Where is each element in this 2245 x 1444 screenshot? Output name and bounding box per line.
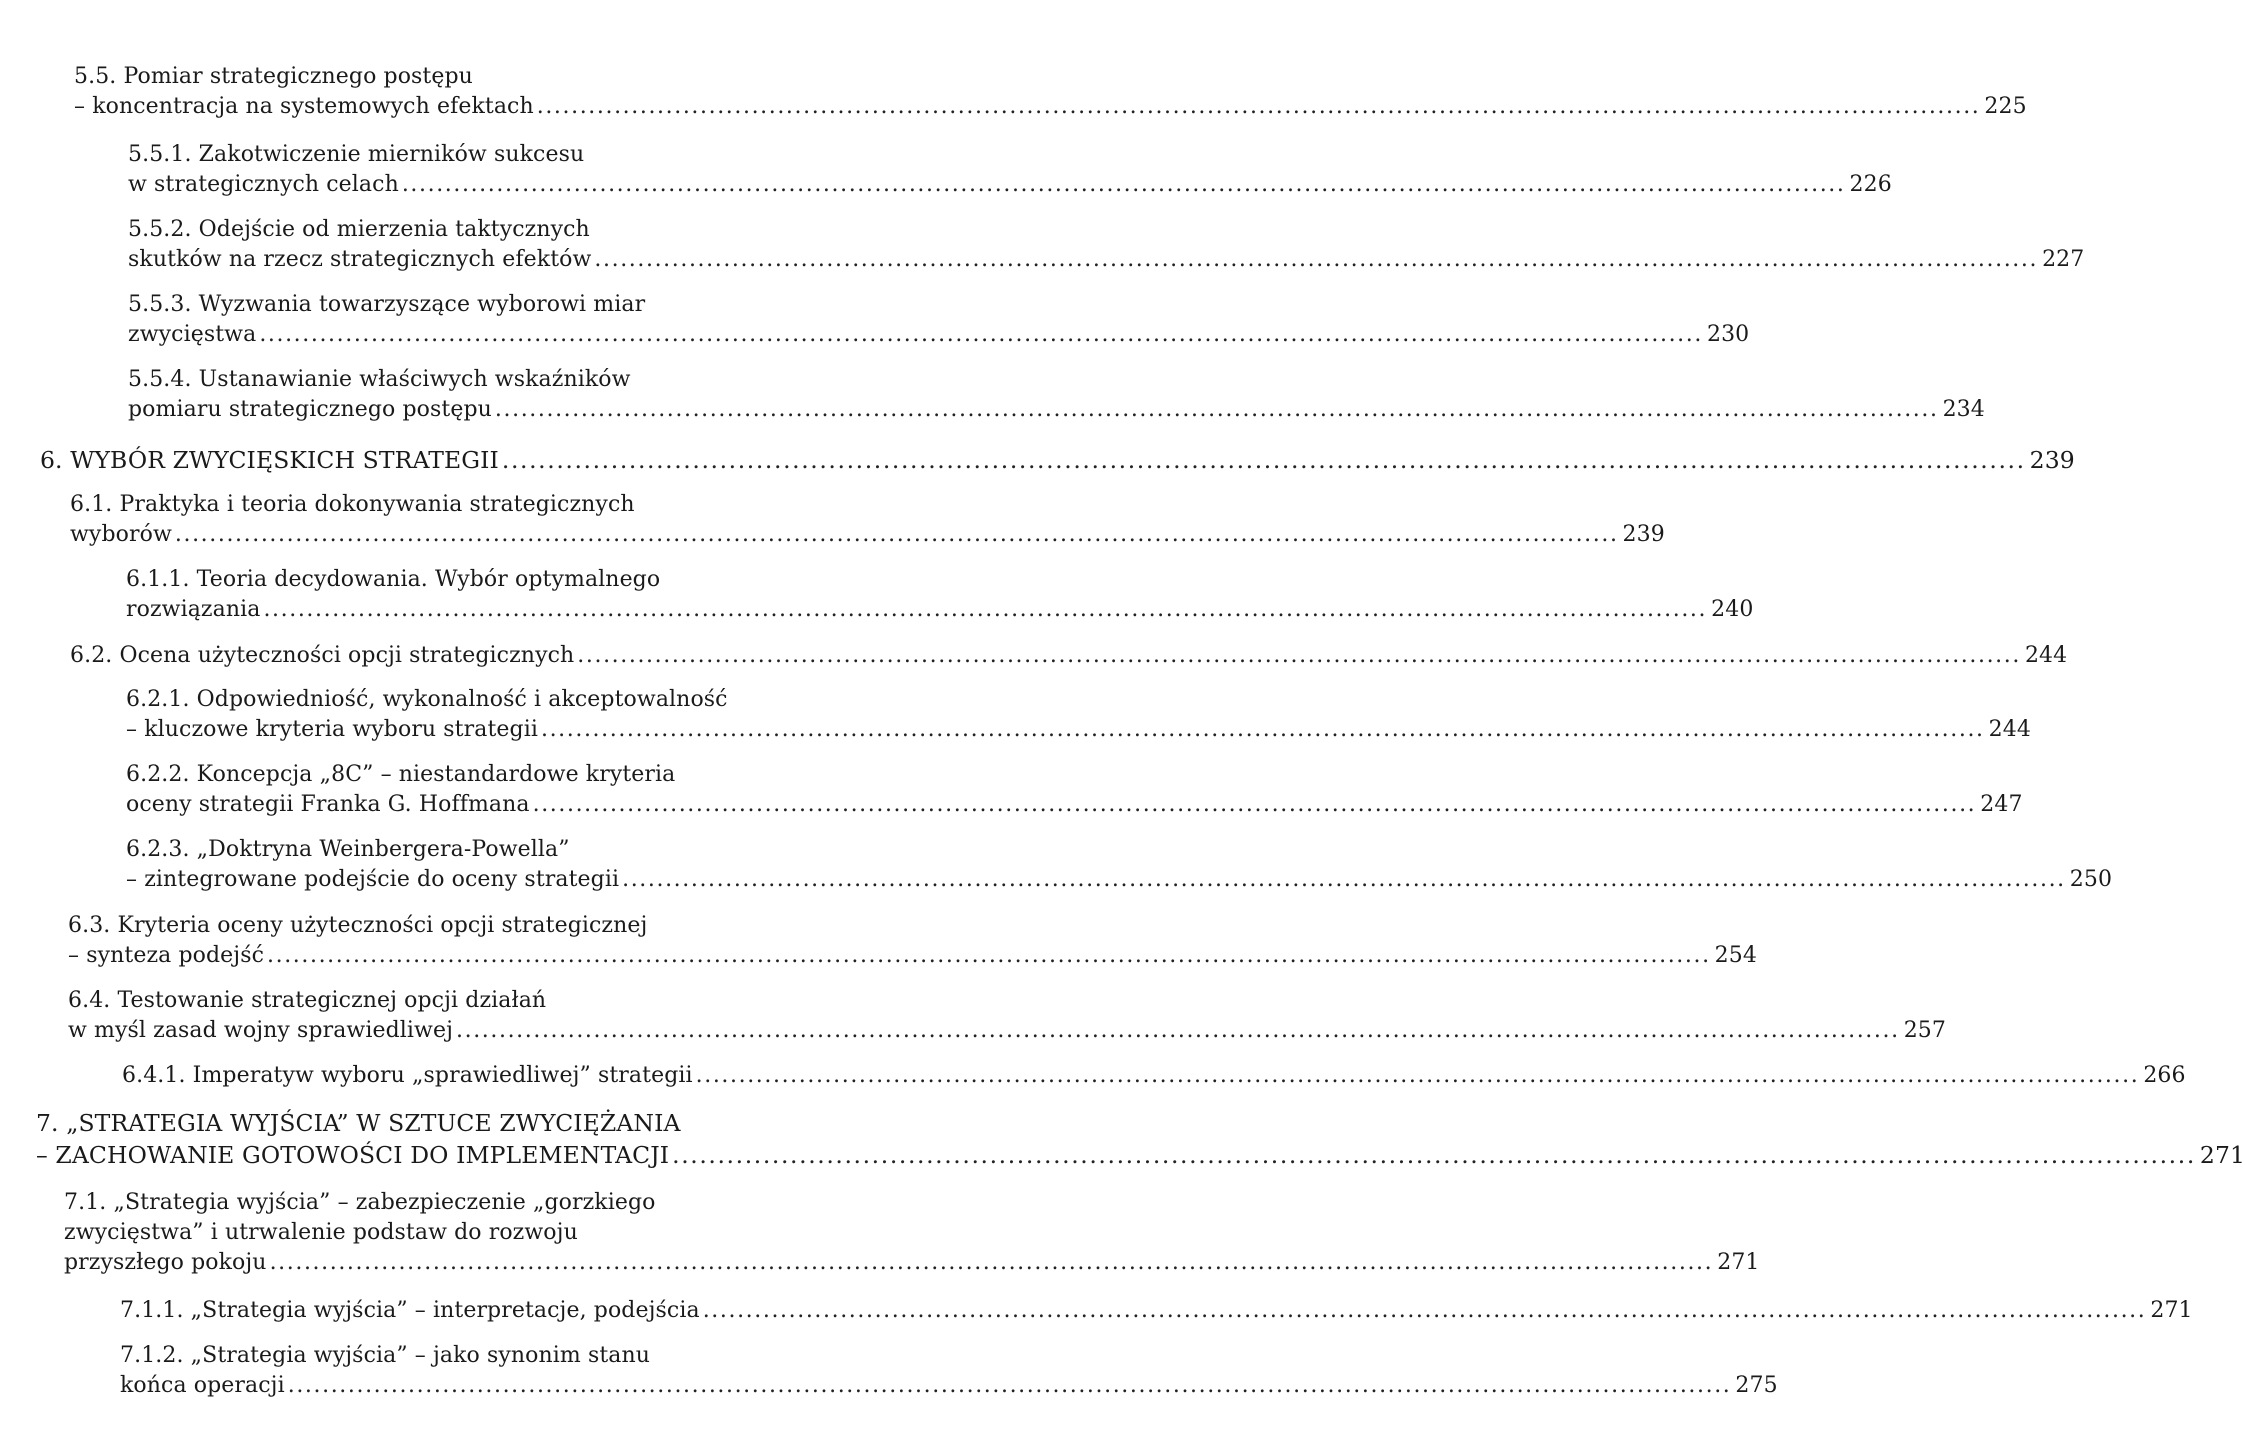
toc-entry-text: skutków na rzecz strategicznych efektów bbox=[128, 247, 592, 272]
toc-entry-text: przyszłego pokoju bbox=[64, 1250, 267, 1275]
toc-entry bbox=[120, 1296, 2193, 1326]
toc-page-number: 234 bbox=[1942, 397, 1985, 422]
toc-entry-text: – kluczowe kryteria wyboru strategii bbox=[126, 717, 538, 742]
toc-entry-text: 5.5.1. Zakotwiczenie mierników sukcesu bbox=[128, 142, 585, 167]
toc-entry-text: 5.5.4. Ustanawianie właściwych wskaźników bbox=[128, 367, 631, 392]
toc-entry bbox=[128, 140, 1892, 200]
toc-entry-text: 6.3. Kryteria oceny użyteczności opcji strategicznej bbox=[68, 913, 648, 938]
dot-leader: ........................................................................................................................................................................ bbox=[174, 522, 1619, 547]
toc-page-number: 271 bbox=[2199, 1141, 2245, 1169]
toc-entry-text: 6.4.1. Imperatyw wyboru „sprawiedliwej” strategii bbox=[122, 1063, 693, 1088]
toc-entry bbox=[122, 1061, 2186, 1091]
dot-leader: ........................................................................................................................................................................ bbox=[501, 446, 2026, 474]
toc-entry bbox=[120, 1341, 1778, 1401]
toc-entry-text: 6.4. Testowanie strategicznej opcji działań bbox=[68, 988, 547, 1013]
toc-entry-text: 6.2.1. Odpowiedniość, wykonalność i akceptowalność bbox=[126, 687, 728, 712]
toc-entry-text: 6.1. Praktyka i teoria dokonywania strategicznych bbox=[70, 492, 635, 517]
toc-entry-text: – zintegrowane podejście do oceny strategii bbox=[126, 867, 620, 892]
toc-entry bbox=[64, 1188, 1760, 1278]
toc-page-number: 226 bbox=[1849, 172, 1892, 197]
toc-page-number: 275 bbox=[1735, 1373, 1778, 1398]
toc-entry bbox=[70, 490, 1665, 550]
toc-entry bbox=[126, 835, 2113, 895]
dot-leader: ........................................................................................................................................................................ bbox=[594, 247, 2039, 272]
toc-chapter-entry bbox=[40, 444, 2075, 476]
dot-leader: ........................................................................................................................................................................ bbox=[494, 397, 1939, 422]
toc-page-number: 244 bbox=[2024, 643, 2068, 668]
dot-leader: ........................................................................................................................................................................ bbox=[267, 943, 1711, 968]
dot-leader: ........................................................................................................................................................................ bbox=[622, 867, 2066, 892]
toc-entry bbox=[74, 62, 2027, 122]
toc-page-number: 240 bbox=[1711, 597, 1754, 622]
toc-page-number: 271 bbox=[1717, 1250, 1760, 1275]
dot-leader: ........................................................................................................................................................................ bbox=[456, 1018, 1900, 1043]
toc-entry-text: 7.1.2. „Strategia wyjścia” – jako synonim stanu bbox=[120, 1343, 651, 1368]
toc-entry bbox=[70, 641, 2068, 671]
dot-leader: ........................................................................................................................................................................ bbox=[702, 1298, 2147, 1323]
toc-entry-text: 6.2.2. Koncepcja „8C” – niestandardowe kryteria bbox=[126, 762, 676, 787]
toc-page-number: 271 bbox=[2150, 1298, 2193, 1323]
toc-page-number: 254 bbox=[1714, 943, 1757, 968]
toc-entry-text: wyborów bbox=[70, 522, 172, 547]
toc-entry-text: 6.1.1. Teoria decydowania. Wybór optymalnego bbox=[126, 567, 661, 592]
dot-leader: ........................................................................................................................................................................ bbox=[287, 1373, 1732, 1398]
toc-entry bbox=[126, 565, 1754, 625]
toc-page-number: 225 bbox=[1984, 94, 2027, 119]
toc-page-number: 230 bbox=[1706, 322, 1750, 347]
toc-entry-text: zwycięstwa bbox=[128, 322, 257, 347]
toc-page-number: 227 bbox=[2042, 247, 2085, 272]
toc-page-number: 239 bbox=[1622, 522, 1665, 547]
toc-entry-text: pomiaru strategicznego postępu bbox=[128, 397, 492, 422]
toc-entry-text: rozwiązania bbox=[126, 597, 261, 622]
toc-entry-text: – synteza podejść bbox=[68, 943, 265, 968]
toc-entry-text: 6.2. Ocena użyteczności opcji strategicznych bbox=[70, 643, 575, 668]
toc-entry bbox=[68, 986, 1946, 1046]
toc-page-number: 239 bbox=[2029, 446, 2075, 474]
dot-leader: ........................................................................................................................................................................ bbox=[263, 597, 1708, 622]
dot-leader: ........................................................................................................................................................................ bbox=[536, 94, 1981, 119]
dot-leader: ........................................................................................................................................................................ bbox=[695, 1063, 2140, 1088]
toc-entry bbox=[128, 365, 1985, 425]
toc-entry-text: 7.1.1. „Strategia wyjścia” – interpretacje, podejścia bbox=[120, 1298, 700, 1323]
dot-leader: ........................................................................................................................................................................ bbox=[532, 792, 1977, 817]
toc-chapter-entry bbox=[36, 1107, 2245, 1171]
toc-entry-text: 5.5.3. Wyzwania towarzyszące wyborowi miar bbox=[128, 292, 646, 317]
dot-leader: ........................................................................................................................................................................ bbox=[401, 172, 1846, 197]
toc-entry bbox=[126, 760, 2023, 820]
toc-entry-text: 5.5.2. Odejście od mierzenia taktycznych bbox=[128, 217, 590, 242]
dot-leader: ........................................................................................................................................................................ bbox=[269, 1250, 1714, 1275]
toc-entry-text: w strategicznych celach bbox=[128, 172, 399, 197]
toc-page-number: 257 bbox=[1903, 1018, 1946, 1043]
toc-entry bbox=[128, 215, 2085, 275]
dot-leader: ........................................................................................................................................................................ bbox=[577, 643, 2021, 668]
dot-leader: ........................................................................................................................................................................ bbox=[672, 1141, 2196, 1169]
toc-page-number: 244 bbox=[1988, 717, 2031, 742]
toc-entry-text: w myśl zasad wojny sprawiedliwej bbox=[68, 1018, 454, 1043]
toc-entry-text: 7.1. „Strategia wyjścia” – zabezpieczenie „gorzkiego bbox=[64, 1190, 656, 1215]
toc-entry bbox=[126, 685, 2031, 745]
toc-entry-text: oceny strategii Franka G. Hoffmana bbox=[126, 792, 530, 817]
toc-entry bbox=[128, 290, 1750, 350]
toc-entry-text: 6.2.3. „Doktryna Weinbergera-Powella” bbox=[126, 837, 570, 862]
toc-chapter-title: 6. WYBÓR ZWYCIĘSKICH STRATEGII bbox=[40, 446, 499, 474]
toc-page-number: 266 bbox=[2143, 1063, 2186, 1088]
toc-entry-text: zwycięstwa” i utrwalenie podstaw do rozwoju bbox=[64, 1220, 578, 1245]
toc-entry-text: – koncentracja na systemowych efektach bbox=[74, 94, 534, 119]
toc-entry bbox=[68, 911, 1757, 971]
toc-chapter-title: 7. „STRATEGIA WYJŚCIA” W SZTUCE ZWYCIĘŻANIA bbox=[36, 1109, 681, 1137]
toc-entry-text: 5.5. Pomiar strategicznego postępu bbox=[74, 64, 473, 89]
toc-chapter-title: – ZACHOWANIE GOTOWOŚCI DO IMPLEMENTACJI bbox=[36, 1141, 670, 1169]
toc-page-number: 247 bbox=[1980, 792, 2023, 817]
dot-leader: ........................................................................................................................................................................ bbox=[540, 717, 1985, 742]
dot-leader: ........................................................................................................................................................................ bbox=[259, 322, 1703, 347]
toc-entry-text: końca operacji bbox=[120, 1373, 285, 1398]
toc-page-number: 250 bbox=[2069, 867, 2113, 892]
